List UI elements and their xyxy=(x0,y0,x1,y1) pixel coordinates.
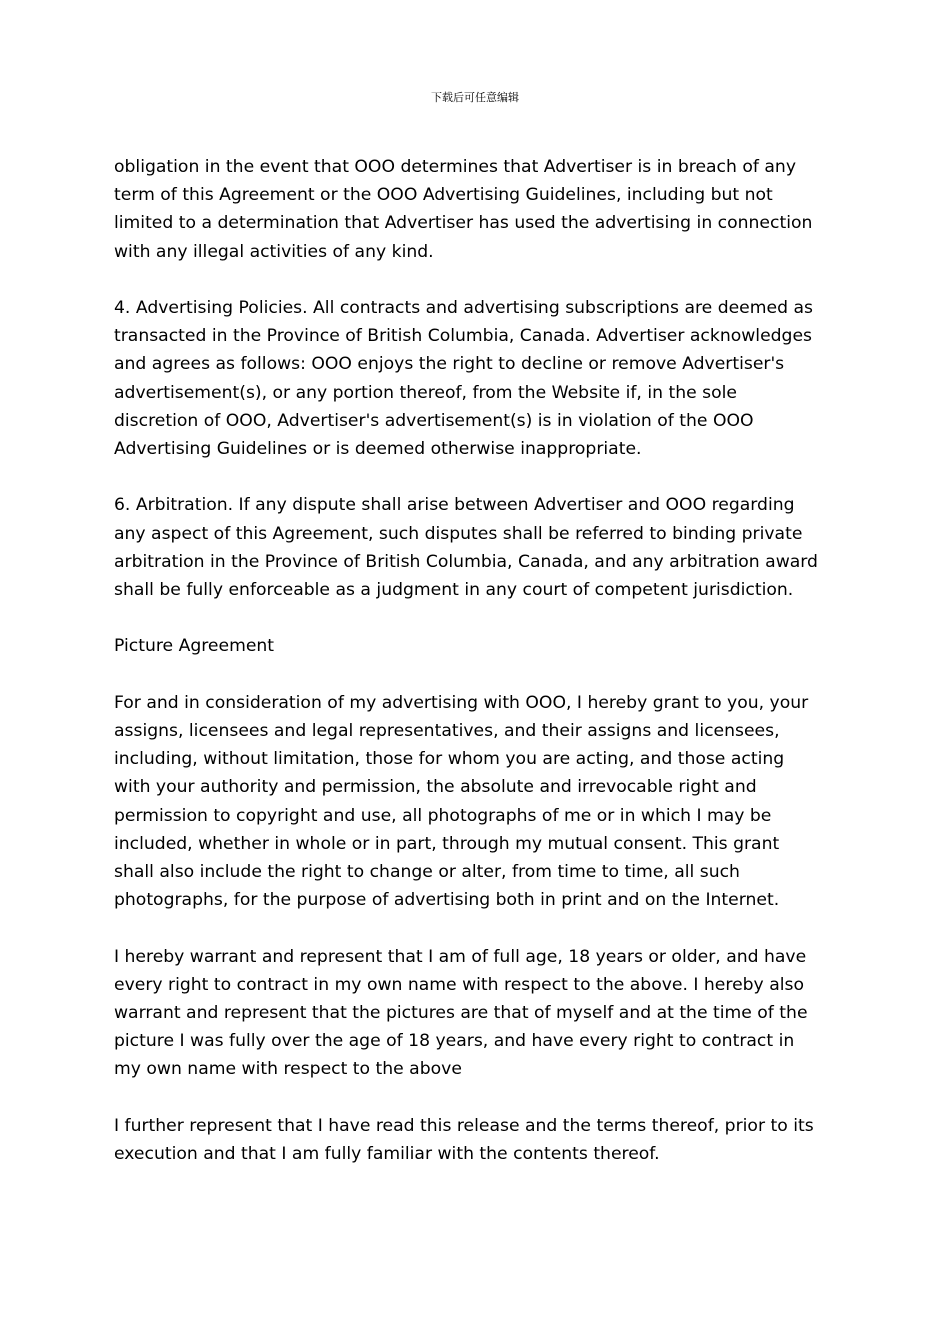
paragraph-arbitration xyxy=(114,491,838,604)
text-line: limited to a determination that Advertiser has used the advertising in connection xyxy=(114,213,813,234)
paragraph-consideration xyxy=(114,689,838,915)
text-line: For and in consideration of my advertising with OOO, I hereby grant to you, your xyxy=(114,692,809,713)
text-line: execution and that I am fully familiar with the contents thereof. xyxy=(114,1144,660,1165)
text-line: I further represent that I have read this release and the terms thereof, prior to its xyxy=(114,1115,814,1136)
section-heading-picture-agreement xyxy=(114,632,838,660)
text-line: 6. Arbitration. If any dispute shall arise between Advertiser and OOO regarding xyxy=(114,495,795,516)
text-line: Picture Agreement xyxy=(114,636,275,657)
text-line: including, without limitation, those for whom you are acting, and those acting xyxy=(114,749,785,770)
text-line: warrant and represent that the pictures are that of myself and at the time of the xyxy=(114,1003,808,1024)
text-line: every right to contract in my own name with respect to the above. I hereby also xyxy=(114,974,804,995)
text-line: Advertising Guidelines or is deemed otherwise inappropriate. xyxy=(114,439,642,460)
text-line: assigns, licensees and legal representatives, and their assigns and licensees, xyxy=(114,721,780,741)
document-body xyxy=(114,153,838,1196)
header-note: 下载后可任意编辑 xyxy=(431,91,519,104)
paragraph-advertising-policies xyxy=(114,294,838,463)
text-line: shall also include the right to change or alter, from time to time, all such xyxy=(114,862,740,883)
text-line: transacted in the Province of British Columbia, Canada. Advertiser acknowledges xyxy=(114,326,812,347)
text-line: obligation in the event that OOO determines that Advertiser is in breach of any xyxy=(114,157,796,177)
text-line: permission to copyright and use, all photographs of me or in which I may be xyxy=(114,805,772,826)
text-line: my own name with respect to the above xyxy=(114,1059,462,1080)
text-line: any aspect of this Agreement, such disputes shall be referred to binding private xyxy=(114,523,803,544)
text-line: included, whether in whole or in part, through my mutual consent. This grant xyxy=(114,833,780,854)
text-line: picture I was fully over the age of 18 years, and have every right to contract in xyxy=(114,1031,795,1052)
paragraph-warranty xyxy=(114,943,838,1084)
text-line: advertisement(s), or any portion thereof, from the Website if, in the sole xyxy=(114,382,737,403)
text-line: shall be fully enforceable as a judgment in any court of competent jurisdiction. xyxy=(114,580,794,601)
paragraph-representation xyxy=(114,1112,838,1168)
text-line: I hereby warrant and represent that I am of full age, 18 years or older, and have xyxy=(114,946,807,967)
paragraph-obligation xyxy=(114,153,838,266)
text-line: 4. Advertising Policies. All contracts and advertising subscriptions are deemed as xyxy=(114,298,813,318)
text-line: term of this Agreement or the OOO Advertising Guidelines, including but not xyxy=(114,185,773,206)
text-line: with your authority and permission, the absolute and irrevocable right and xyxy=(114,777,757,798)
text-line: and agrees as follows: OOO enjoys the right to decline or remove Advertiser's xyxy=(114,354,785,375)
text-line: photographs, for the purpose of advertising both in print and on the Internet. xyxy=(114,890,780,911)
text-line: arbitration in the Province of British Columbia, Canada, and any arbitration award xyxy=(114,551,818,572)
text-line: discretion of OOO, Advertiser's advertisement(s) is in violation of the OOO xyxy=(114,410,754,431)
text-line: with any illegal activities of any kind. xyxy=(114,241,434,262)
